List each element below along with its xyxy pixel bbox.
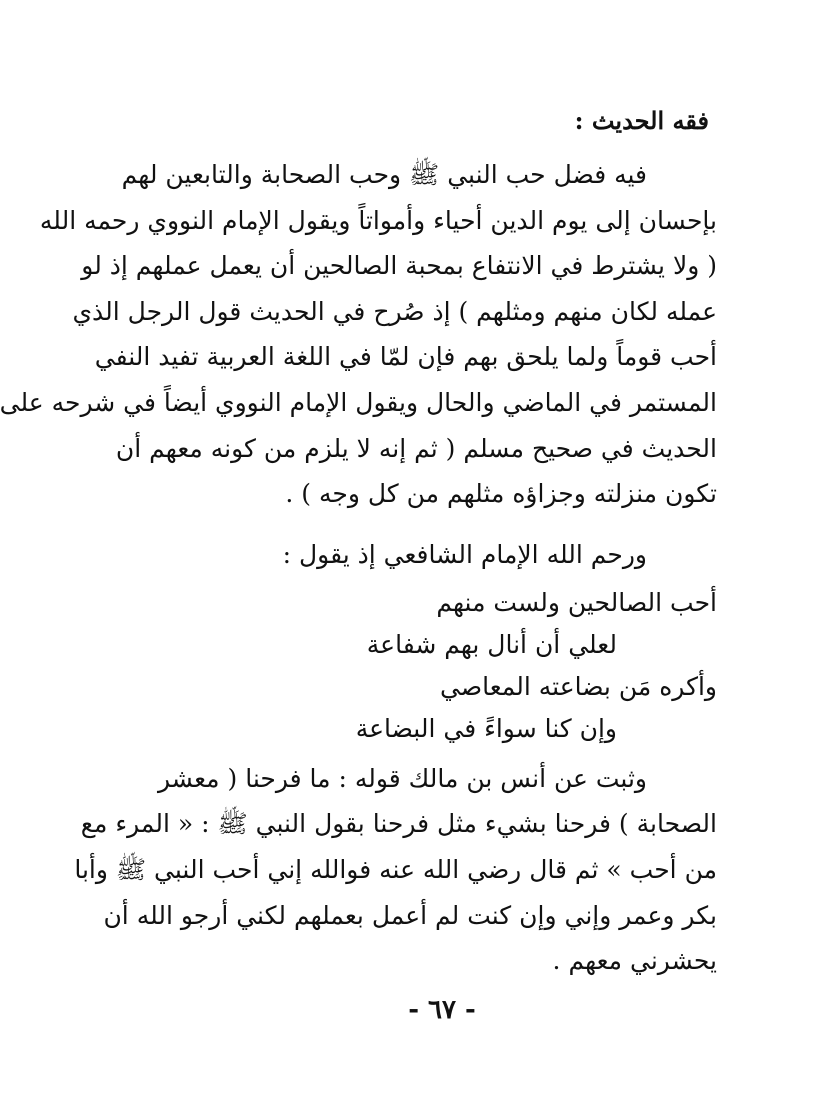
- paragraph-line: أحب قوماً ولما يلحق بهم فإن لمّا في اللغة العربية تفيد النفي: [94, 342, 717, 372]
- poem-hemistich: أحب الصالحين ولست منهم: [436, 587, 717, 617]
- paragraph-line: بكر وعمر وإني وإن كنت لم أعمل بعملهم لكني أرجو الله أن: [103, 900, 717, 930]
- verse-introduction: ورحم الله الإمام الشافعي إذ يقول :: [282, 539, 647, 569]
- poem-shafii: [167, 582, 717, 750]
- paragraph-line: عمله لكان منهم ومثلهم ) إذ صُرح في الحديث قول الرجل الذي: [72, 296, 717, 326]
- poem-hemistich: وإن كنا سواءً في البضاعة: [355, 713, 617, 743]
- paragraph-line: وثبت عن أنس بن مالك قوله : ما فرحنا ( معشر: [158, 763, 647, 793]
- poem-hemistich: وأكره مَن بضاعته المعاصي: [440, 671, 717, 701]
- paragraph-line: الحديث في صحيح مسلم ( ثم إنه لا يلزم من كونه معهم أن: [115, 433, 717, 463]
- section-heading: فقه الحديث :: [574, 106, 709, 135]
- paragraph-line: الصحابة ) فرحنا بشيء مثل فرحنا بقول النبي ﷺ : « المرء مع: [80, 809, 717, 839]
- paragraph-line: المستمر في الماضي والحال ويقول الإمام النووي أيضاً في شرحه على: [0, 387, 717, 417]
- paragraph-line: يحشرني معهم .: [552, 946, 717, 976]
- paragraph-line: فيه فضل حب النبي ﷺ وحب الصحابة والتابعين لهم: [121, 160, 647, 189]
- paragraph-line: تكون منزلته وجزاؤه مثلهم من كل وجه ) .: [285, 479, 717, 509]
- poem-hemistich: لعلي أن أنال بهم شفاعة: [366, 629, 617, 659]
- page-number: - ٦٧ -: [408, 995, 476, 1025]
- paragraph-line: ( ولا يشترط في الانتفاع بمحبة الصالحين أن يعمل عملهم إذ لو: [81, 251, 717, 281]
- paragraph-hadith-explanation: [0, 152, 717, 517]
- paragraph-line: بإحسان إلى يوم الدين أحياء وأمواتاً ويقول الإمام النووي رحمه الله: [39, 205, 717, 235]
- paragraph-anas-narration: [74, 756, 717, 984]
- paragraph-line: من أحب » ثم قال رضي الله عنه فوالله إني أحب النبي ﷺ وأبا: [74, 854, 717, 884]
